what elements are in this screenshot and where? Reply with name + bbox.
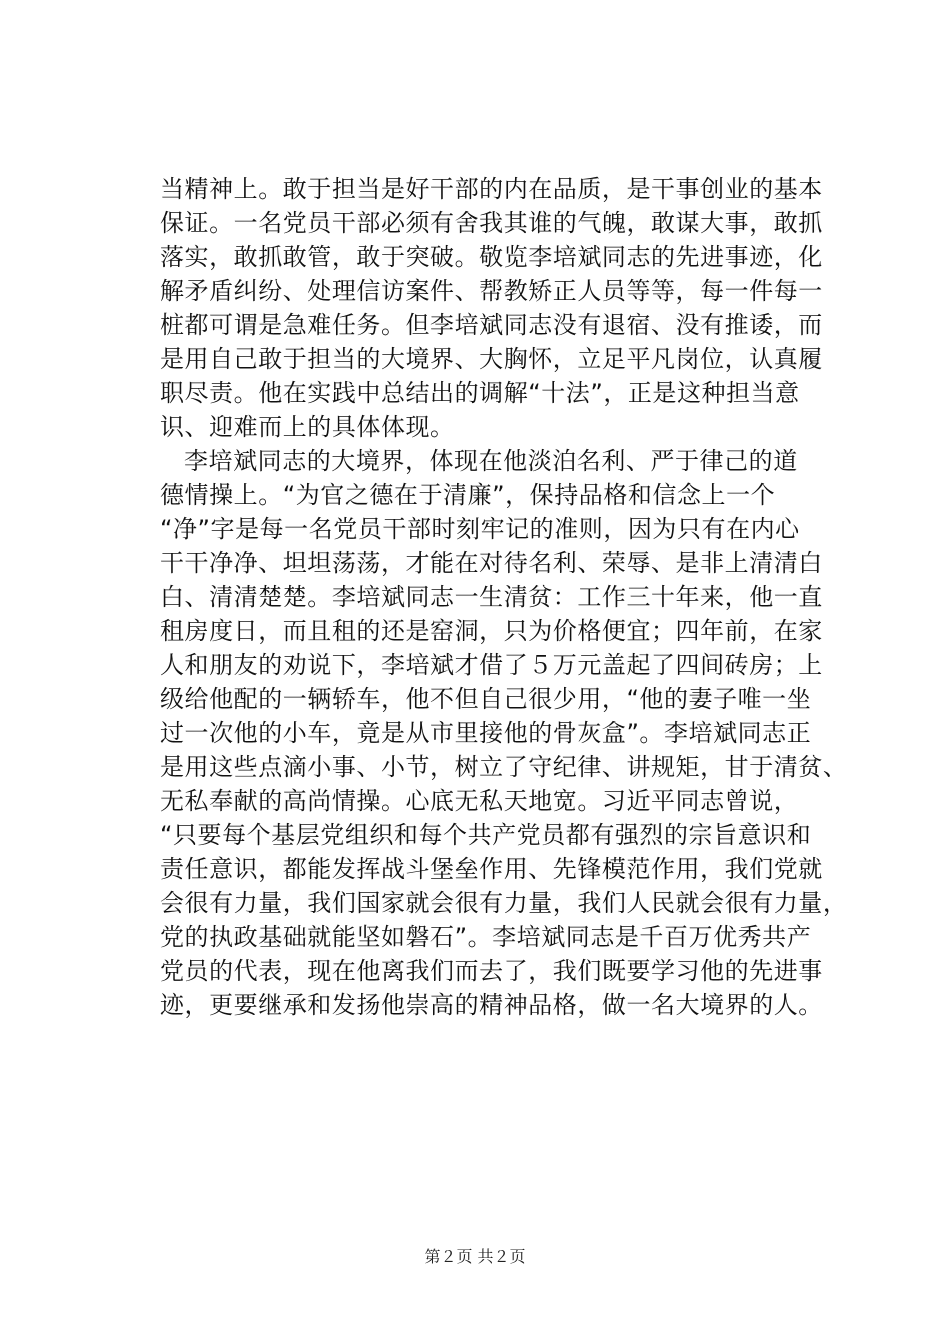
paragraph-start-line: 李培斌同志的大境界，体现在他淡泊名利、严于律己的道 xyxy=(184,447,798,475)
text-line: 无私奉献的高尚情操。心底无私天地宽。习近平同志曾说， xyxy=(160,787,799,815)
body-text xyxy=(160,172,848,1022)
text-line: 识、迎难而上的具体体现。 xyxy=(160,413,455,441)
text-line: 租房度日，而且租的还是窑洞，只为价格便宜；四年前，在家 xyxy=(160,617,823,645)
text-line: 责任意识，都能发挥战斗堡垒作用、先锋模范作用，我们党就 xyxy=(160,855,823,883)
text-line: “只要每个基层党组织和每个共产党员都有强烈的宗旨意识和 xyxy=(160,821,812,849)
text-line: 过一次他的小车，竟是从市里接他的骨灰盒”。李培斌同志正 xyxy=(160,719,812,747)
text-line: 党的执政基础就能坚如磐石”。李培斌同志是千百万优秀共产 xyxy=(160,923,812,951)
page-footer xyxy=(0,1244,950,1267)
text-line: 会很有力量，我们国家就会很有力量，我们人民就会很有力量， xyxy=(160,889,848,917)
text-line: 干干净净、坦坦荡荡，才能在对待名利、荣辱、是非上清清白 xyxy=(160,549,823,577)
text-line: 白、清清楚楚。李培斌同志一生清贫：工作三十年来，他一直 xyxy=(160,583,823,611)
text-line: 迹，更要继承和发扬他崇高的精神品格，做一名大境界的人。 xyxy=(160,991,823,1019)
text-line: 德情操上。“为官之德在于清廉”，保持品格和信念上一个 xyxy=(160,481,776,509)
text-line: 保证。一名党员干部必须有舍我其谁的气魄，敢谋大事，敢抓 xyxy=(160,209,823,237)
text-line: 是用这些点滴小事、小节，树立了守纪律、讲规矩，甘于清贫、 xyxy=(160,753,848,781)
page-number-label: 第２页 共２页 xyxy=(424,1247,526,1266)
text-line: 当精神上。敢于担当是好干部的内在品质，是干事创业的基本 xyxy=(160,175,823,203)
text-line: 解矛盾纠纷、处理信访案件、帮教矫正人员等等，每一件每一 xyxy=(160,277,823,305)
text-line: 级给他配的一辆轿车，他不但自己很少用，“他的妻子唯一坐 xyxy=(160,685,812,713)
text-line: 桩都可谓是急难任务。但李培斌同志没有退宿、没有推诿，而 xyxy=(160,311,823,339)
text-line: 落实，敢抓敢管，敢于突破。敬览李培斌同志的先进事迹，化 xyxy=(160,243,823,271)
text-line: 人和朋友的劝说下，李培斌才借了５万元盖起了四间砖房；上 xyxy=(160,651,823,679)
text-line: 党员的代表，现在他离我们而去了，我们既要学习他的先进事 xyxy=(160,957,823,985)
text-line: “净”字是每一名党员干部时刻牢记的准则，因为只有在内心 xyxy=(160,515,800,543)
text-line: 职尽责。他在实践中总结出的调解“十法”，正是这种担当意 xyxy=(160,379,800,407)
text-line: 是用自己敢于担当的大境界、大胸怀，立足平凡岗位，认真履 xyxy=(160,345,823,373)
